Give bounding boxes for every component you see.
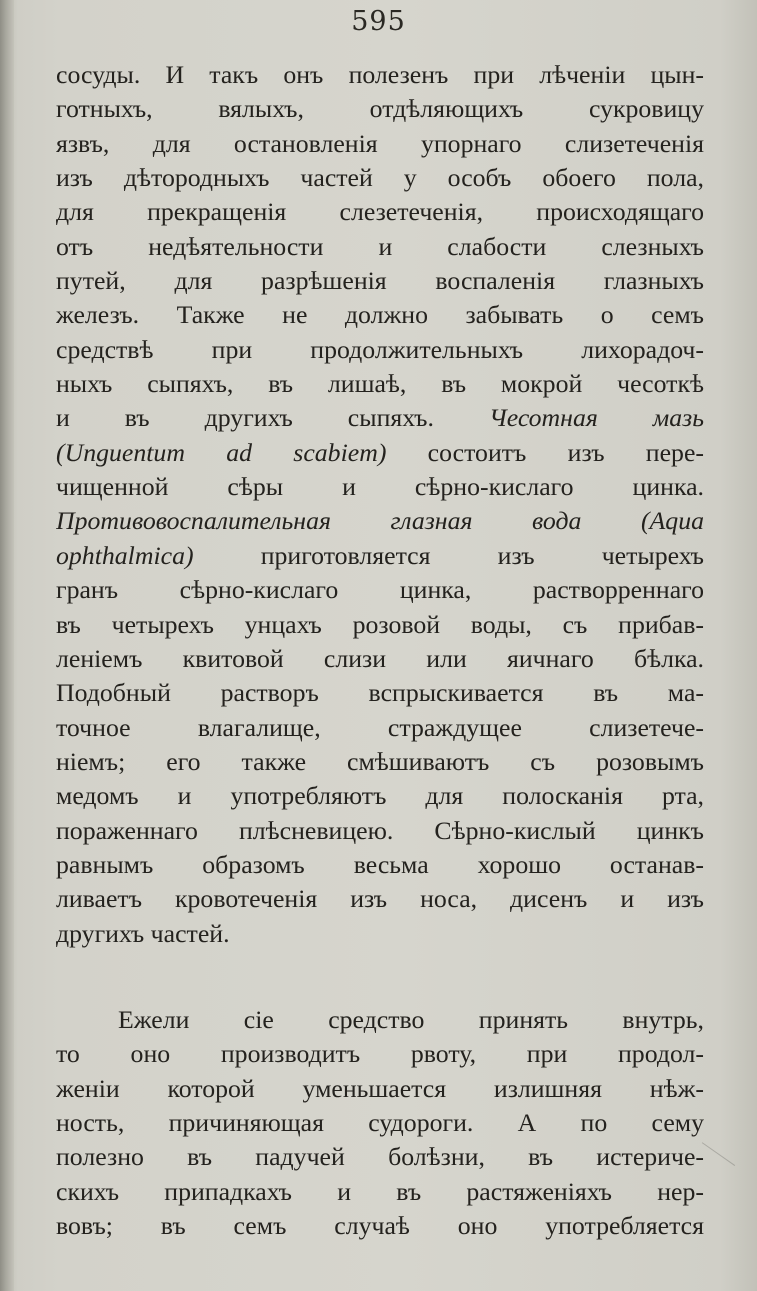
text-line xyxy=(56,298,704,332)
text-run: и въ другихъ сыпяхъ. xyxy=(56,403,489,433)
italic-text: Противовоспалительная глазная вода (Aqua xyxy=(56,506,704,536)
page-number: 595 xyxy=(351,6,406,37)
text-run: въ четырехъ унцахъ розовой воды, съ прибав- xyxy=(56,609,704,639)
text-run: полезно въ падучей болѣзни, въ истериче- xyxy=(56,1142,704,1172)
text-line xyxy=(56,195,704,229)
text-run: Ежели сіе средство принять внутрь, xyxy=(118,1004,704,1034)
text-line xyxy=(56,1140,704,1174)
text-run: путей, для разрѣшенія воспаленія глазныхъ xyxy=(56,266,704,296)
text-line xyxy=(56,161,704,195)
text-run: вовъ; въ семъ случаѣ оно употребляется xyxy=(56,1211,704,1240)
text-line xyxy=(56,882,704,916)
text-run: состоитъ изъ пере- xyxy=(386,437,704,467)
text-run: ливаетъ кровотеченія изъ носа, дисенъ и изъ xyxy=(56,884,704,914)
text-run: другихъ частей. xyxy=(56,918,230,948)
text-run: точное влагалище, страждущее слизетече- xyxy=(56,712,704,742)
text-run: железъ. Также не должно забывать о семъ xyxy=(56,300,704,330)
text-run: женіи которой уменьшается излишняя нѣж- xyxy=(56,1073,704,1103)
text-line xyxy=(56,264,704,298)
text-line xyxy=(56,58,704,92)
text-line xyxy=(56,539,704,573)
paragraph-2 xyxy=(56,1003,704,1243)
text-line xyxy=(56,642,704,676)
text-run: скихъ припадкахъ и въ растяженіяхъ нер- xyxy=(56,1176,704,1206)
italic-text: Чесотная мазь xyxy=(488,403,704,433)
text-run: ніемъ; его также смѣшиваютъ съ розовымъ xyxy=(56,746,704,776)
text-line xyxy=(56,436,704,470)
text-line xyxy=(56,367,704,401)
text-run: изъ дѣтородныхъ частей у особъ обоего пола, xyxy=(56,163,704,193)
body-text xyxy=(56,58,704,1243)
paragraph-gap xyxy=(56,951,704,1003)
italic-text: ophthalmica) xyxy=(56,540,194,570)
text-run: готныхъ, вялыхъ, отдѣляющихъ сукровицу xyxy=(56,94,704,124)
text-line xyxy=(56,127,704,161)
book-spine-shadow xyxy=(0,0,14,1291)
text-line xyxy=(56,676,704,710)
text-line xyxy=(56,745,704,779)
text-run: отъ недѣятельности и слабости слезныхъ xyxy=(56,231,704,261)
text-line xyxy=(56,1209,704,1243)
italic-text: (Unguentum ad scabiem) xyxy=(56,437,387,467)
text-run: медомъ и употребляютъ для полосканія рта, xyxy=(56,781,704,811)
text-line xyxy=(56,504,704,538)
text-run: средствѣ при продолжительныхъ лихорадоч- xyxy=(56,334,704,364)
text-line xyxy=(56,608,704,642)
text-line xyxy=(56,917,704,951)
text-run: пораженнаго плѣсневицею. Сѣрно-кислый цинкъ xyxy=(56,815,704,845)
text-run: равнымъ образомъ весьма хорошо останав- xyxy=(56,849,704,879)
text-run: язвъ, для остановленія упорнаго слизетеченія xyxy=(56,128,704,158)
text-run: ность, причиняющая судороги. А по сему xyxy=(56,1107,704,1137)
paragraph-1 xyxy=(56,58,704,951)
text-line xyxy=(56,1037,704,1071)
text-line xyxy=(56,1106,704,1140)
text-line xyxy=(56,779,704,813)
text-line xyxy=(56,814,704,848)
text-run: Подобный растворъ вспрыскивается въ ма- xyxy=(56,678,704,708)
text-line xyxy=(56,573,704,607)
text-line xyxy=(56,1003,704,1037)
text-line xyxy=(56,470,704,504)
text-line xyxy=(56,230,704,264)
text-line xyxy=(56,848,704,882)
text-line xyxy=(56,1175,704,1209)
text-run: то оно производитъ рвоту, при продол- xyxy=(56,1039,704,1069)
text-line xyxy=(56,333,704,367)
text-run: гранъ сѣрно-кислаго цинка, растворреннаго xyxy=(56,575,704,605)
text-line xyxy=(56,92,704,126)
text-run: для прекращенія слезетеченія, происходящаго xyxy=(56,197,704,227)
text-run: чищенной сѣры и сѣрно-кислаго цинка. xyxy=(56,472,704,502)
text-run: приготовляется изъ четырехъ xyxy=(193,540,704,570)
text-run: сосуды. И такъ онъ полезенъ при лѣченіи цын- xyxy=(56,60,704,89)
text-line xyxy=(56,401,704,435)
text-line xyxy=(56,711,704,745)
text-run: леніемъ квитовой слизи или яичнаго бѣлка. xyxy=(56,643,704,673)
text-line xyxy=(56,1072,704,1106)
text-run: ныхъ сыпяхъ, въ лишаѣ, въ мокрой чесоткѣ xyxy=(56,369,704,399)
